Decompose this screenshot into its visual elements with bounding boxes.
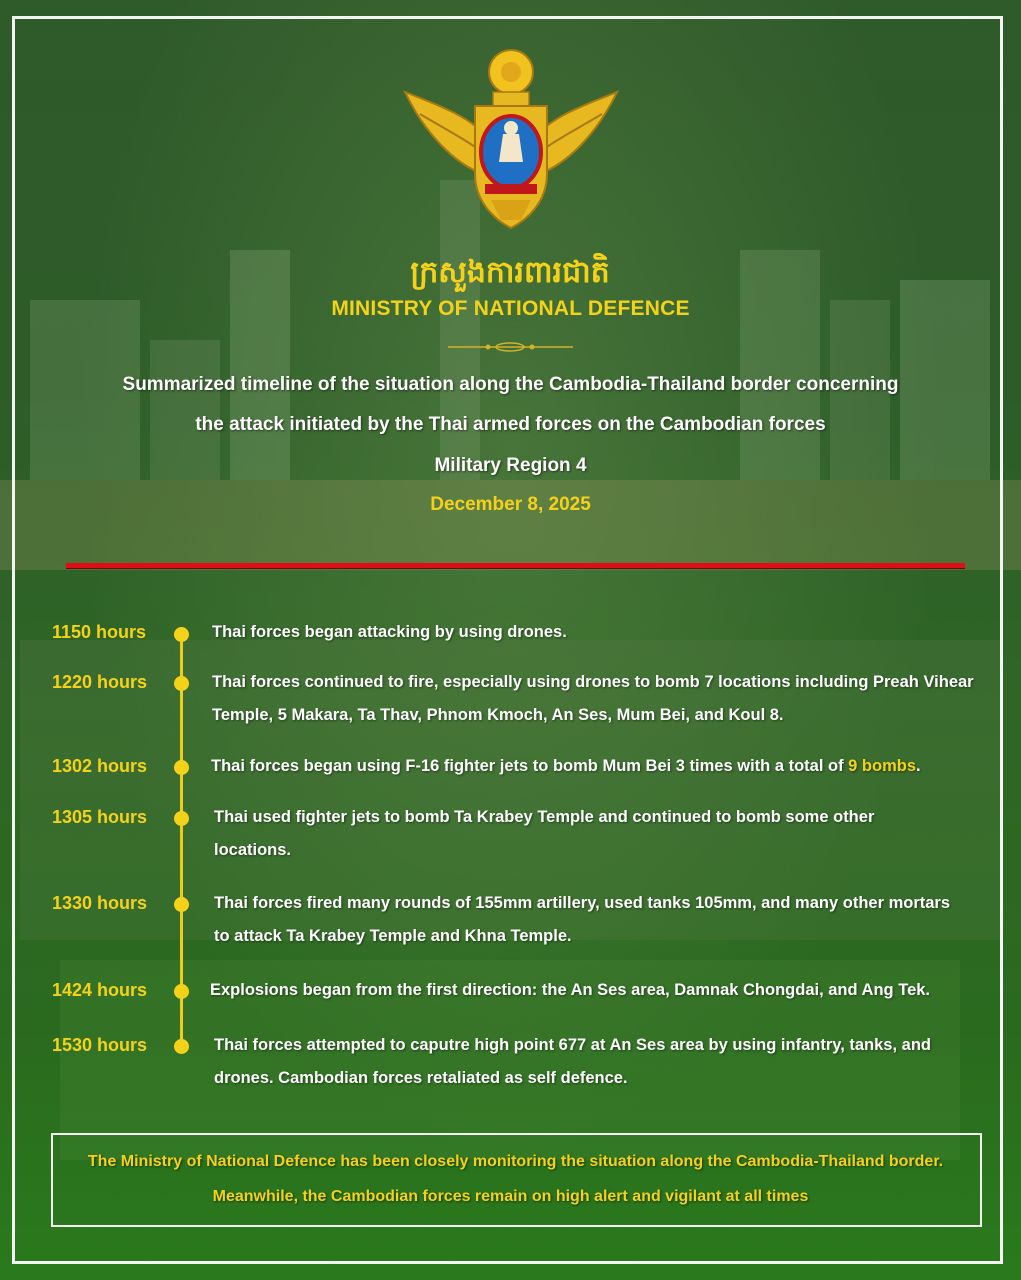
event-description: Explosions began from the first direction: the An Ses area, Damnak Chongdai, and Ang Tek. (210, 981, 931, 999)
ornament-divider-icon (448, 340, 573, 354)
footer-line-2: Meanwhile, the Cambodian forces remain on high alert and vigilant at all times (212, 1188, 809, 1205)
event-time: 1220 hours (52, 672, 148, 692)
timeline-dot-icon (174, 1039, 189, 1054)
event-description (211, 750, 1001, 783)
timeline-dot-icon (174, 676, 189, 691)
event-time: 1302 hours (52, 756, 148, 776)
event-time: 1424 hours (52, 980, 148, 1000)
ministry-emblem-icon (395, 44, 627, 234)
event-description: Thai forces began attacking by using drones. (212, 623, 567, 641)
event-description: Thai forces attempted to caputre high point 677 at An Ses area by using infantry, tanks, and drones. Cambodian forces retaliated as self defence. (214, 1036, 931, 1087)
event-time: 1530 hours (52, 1035, 148, 1055)
event-time: 1150 hours (52, 622, 147, 642)
event-time: 1330 hours (52, 893, 148, 913)
red-divider (66, 563, 965, 568)
timeline-dot-icon (174, 984, 189, 999)
heading-line-1: Summarized timeline of the situation along the Cambodia-Thailand border concerning (122, 374, 899, 395)
event-description: Thai used fighter jets to bomb Ta Krabey Temple and continued to bomb some other locations. (214, 808, 875, 859)
report-date: December 8, 2025 (430, 494, 591, 515)
khmer-ministry-title (0, 252, 1021, 292)
event-description: Thai forces continued to fire, especially using drones to bomb 7 locations including Preah Vihear Temple, 5 Makara, Ta Thav, Phnom Kmoch, An Ses, Mum Bei, and Koul 8. (212, 673, 974, 724)
heading-line-2: the attack initiated by the Thai armed forces on the Cambodian forces (195, 414, 826, 435)
footer-line-1: The Ministry of National Defence has been closely monitoring the situation along the Cambodia-Thailand border. (87, 1153, 944, 1170)
event-text: Thai forces began using F-16 fighter jets to bomb Mum Bei 3 times with a total of (211, 757, 849, 775)
event-suffix: . (916, 757, 921, 775)
timeline-dot-icon (174, 627, 189, 642)
ministry-name: MINISTRY OF NATIONAL DEFENCE (331, 297, 690, 320)
svg-text:ក្រសួងការពារជាតិ: ក្រសួងការពារជាតិ (410, 255, 610, 290)
footer-notice-box (51, 1133, 982, 1227)
event-description: Thai forces fired many rounds of 155mm artillery, used tanks 105mm, and many other mortars to attack Ta Krabey Temple and Khna Temple. (214, 894, 951, 945)
timeline-dot-icon (174, 811, 189, 826)
timeline-dot-icon (174, 897, 189, 912)
event-time: 1305 hours (52, 807, 148, 827)
military-region: Military Region 4 (434, 455, 587, 476)
bomb-count-highlight: 9 bombs (848, 757, 917, 775)
timeline-dot-icon (174, 760, 189, 775)
